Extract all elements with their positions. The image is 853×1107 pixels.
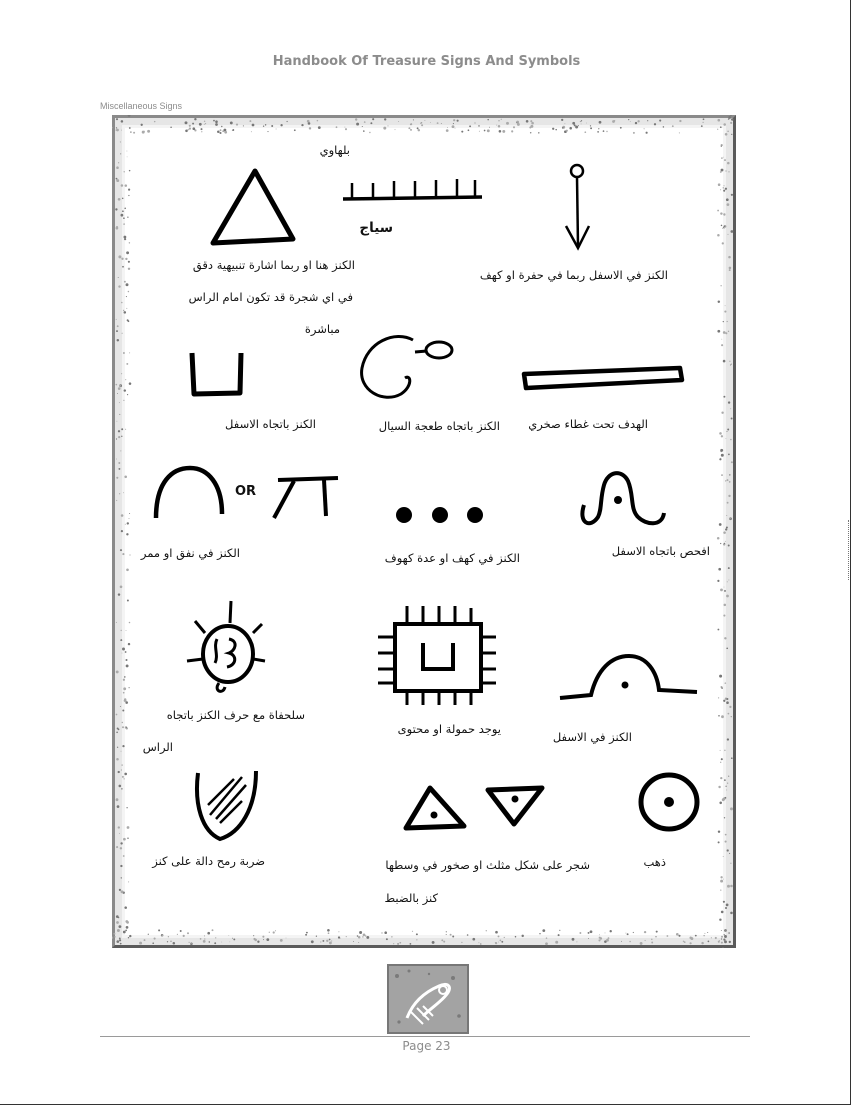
caption-arch-pi: الكنز في نفق او ممر [140,546,240,560]
u-shape-sign-icon [185,345,250,400]
caption-arrow-down: الكنز في الاسفل ربما في حفرة او كهف [479,268,668,282]
dome-sign-icon [557,650,702,705]
bar-sign-icon [518,360,688,395]
handbook-logo [387,964,469,1034]
arch-sign-icon [150,462,230,522]
caption-triangle-top: بلهاوي [319,143,350,157]
hand-logo-icon [389,966,467,1032]
three-dots-sign-icon [390,502,490,528]
caption-turtle-line2: الراس [142,740,173,754]
caption-bar: الهدف تحت غطاء صخري [528,417,648,431]
caption-triangles-line1: شجر على شكل مثلث او صخور في وسطها [385,858,590,872]
caption-dome: الكنز في الاسفل [552,730,632,744]
caption-triangle-line3: مباشرة [304,322,340,336]
caption-fence: سياج [359,220,393,236]
edge-mark [848,520,851,580]
omega-sign-icon [578,465,670,535]
or-label: OR [235,484,257,499]
triangles-sign-icon [400,782,550,837]
caption-triangles-line2: كنز بالضبط [384,891,438,905]
caption-spiral: الكنز باتجاه طعجة السيال [378,419,500,433]
caption-u-shape: الكنز باتجاه الاسفل [225,417,316,431]
caption-triangle-line1: الكنز هنا او ربما اشارة تنبيهية دقق [192,258,355,272]
caption-shield: ضربة رمح دالة على كنز [152,854,265,868]
circle-dot-sign-icon [636,770,702,834]
section-label: Miscellaneous Signs [100,101,183,111]
arrow-down-sign-icon [560,160,600,255]
triangle-sign-icon [205,165,300,250]
shield-spear-sign-icon [190,765,265,845]
page-number: Page 23 [402,1039,451,1053]
chip-sign-icon [375,603,500,708]
fence-sign-icon [340,175,485,205]
caption-three-dots: الكنز في كهف او عدة كهوف [384,551,520,565]
spiral-sign-icon [355,330,460,405]
page-header-title: Handbook Of Treasure Signs And Symbols [272,54,581,69]
footer-rule [100,1036,750,1037]
caption-turtle-line1: سلحفاة مع حرف الكنز باتجاه [166,708,305,722]
caption-circle-dot: ذهب [643,855,666,869]
turtle-sign-icon [183,597,268,697]
caption-omega: افحص باتجاه الاسفل [611,544,710,558]
caption-chip: يوجد حمولة او محتوى [397,722,501,736]
caption-triangle-line2: في اي شجرة قد تكون امام الراس [188,290,353,304]
pi-sign-icon [270,472,340,522]
